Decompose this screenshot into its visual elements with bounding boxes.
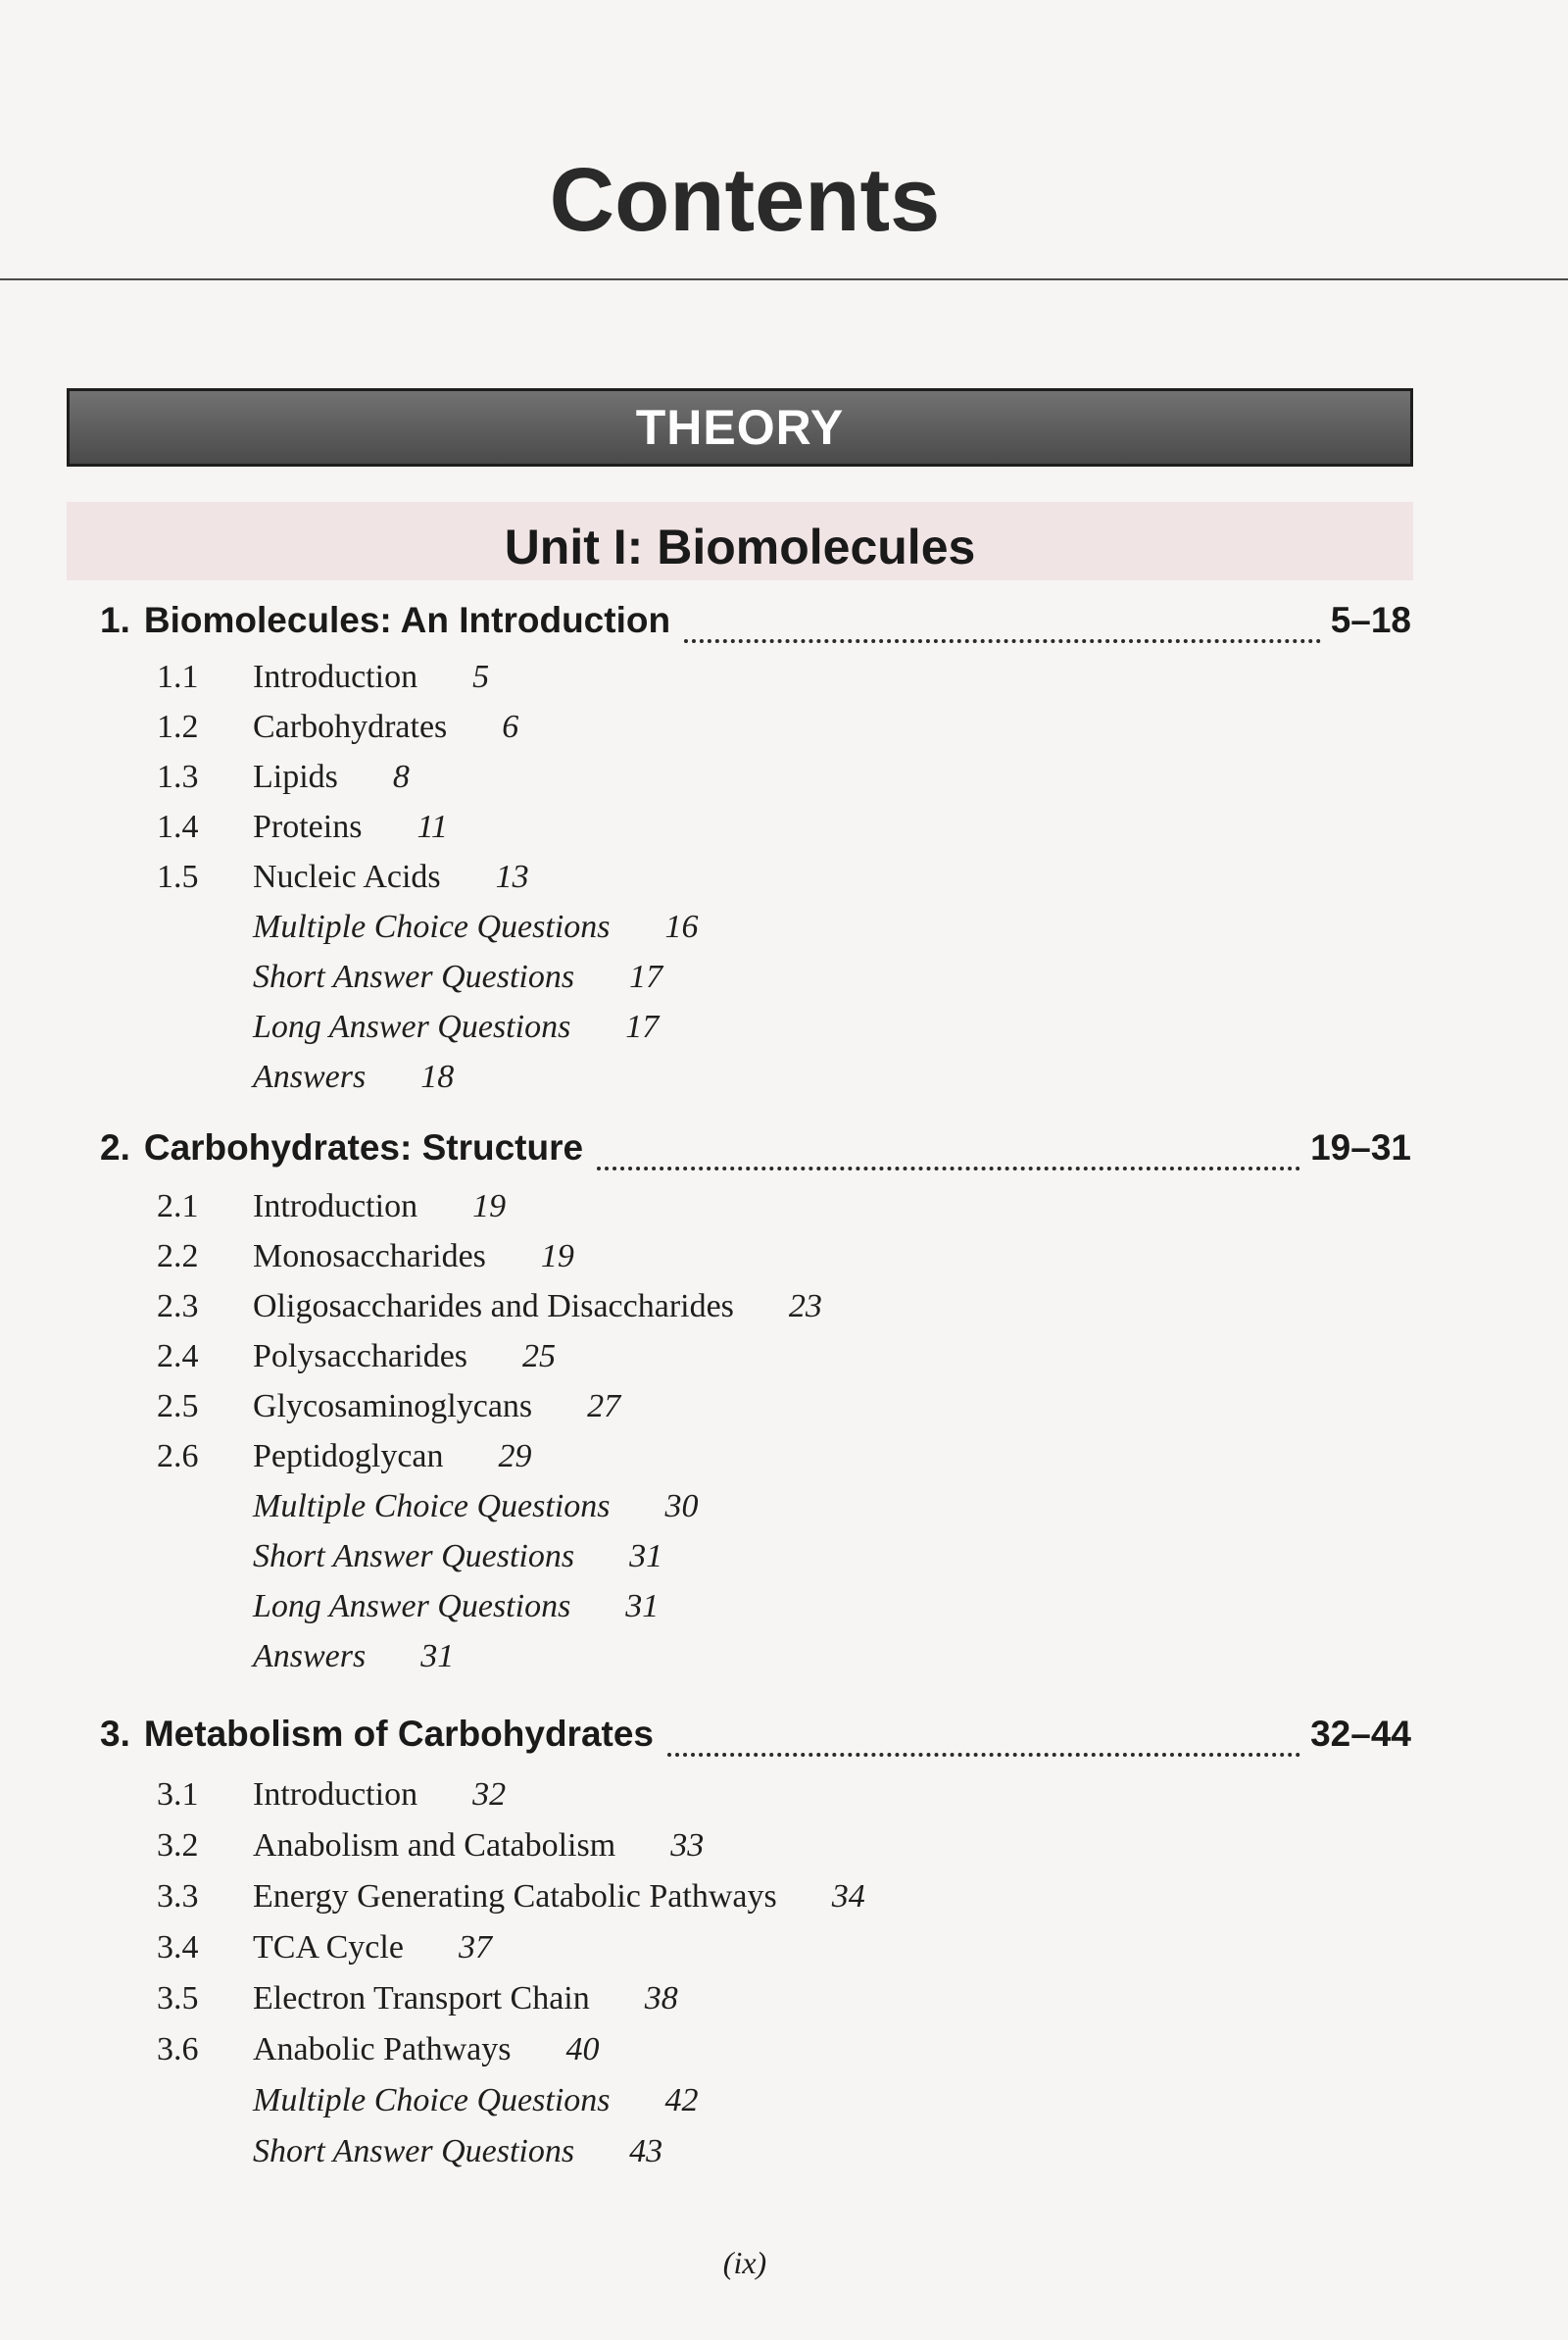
- section-title: TCA Cycle: [253, 1929, 404, 1966]
- section-title: Anabolism and Catabolism: [253, 1827, 616, 1864]
- toc-entry[interactable]: [157, 1288, 822, 1333]
- section-number: 3.5: [157, 1980, 199, 2016]
- section-number: 1.5: [157, 859, 199, 895]
- page-title: Contents: [549, 150, 941, 250]
- section-title: Electron Transport Chain: [253, 1980, 590, 2016]
- toc-entry[interactable]: [157, 809, 448, 854]
- section-number: 3.4: [157, 1929, 199, 1966]
- section-banner: [67, 388, 1413, 467]
- extra-title: Short Answer Questions: [253, 2133, 575, 2169]
- section-number: 3.2: [157, 1827, 199, 1864]
- toc-entry[interactable]: [157, 709, 518, 754]
- section-number: 2.2: [157, 1238, 199, 1274]
- toc-entry[interactable]: [157, 1188, 506, 1233]
- toc-extra-entry[interactable]: [253, 1009, 659, 1054]
- section-page: 25: [522, 1338, 557, 1374]
- section-title: Nucleic Acids: [253, 859, 441, 895]
- section-title: Lipids: [253, 759, 338, 795]
- extra-title: Long Answer Questions: [253, 1009, 571, 1045]
- toc-extra-entry[interactable]: [253, 1059, 454, 1104]
- section-page: 34: [831, 1878, 865, 1915]
- toc-entry[interactable]: [157, 1776, 506, 1821]
- section-number: 3.1: [157, 1776, 199, 1813]
- toc-extra-entry[interactable]: [253, 2133, 662, 2178]
- chapter-number: 1.: [100, 600, 130, 640]
- section-title: Carbohydrates: [253, 709, 448, 745]
- section-title: Peptidoglycan: [253, 1438, 444, 1474]
- section-page: 23: [788, 1288, 822, 1324]
- section-page: 40: [565, 2031, 600, 2067]
- section-page: 8: [392, 759, 410, 795]
- extra-page: 31: [625, 1588, 660, 1624]
- toc-entry[interactable]: [157, 1438, 532, 1483]
- toc-entry[interactable]: [157, 759, 410, 804]
- page-number-footer: [0, 2245, 1490, 2281]
- toc-entry[interactable]: [157, 1388, 620, 1433]
- unit-heading: [67, 502, 1413, 580]
- toc-entry[interactable]: [157, 1878, 865, 1923]
- extra-page: 17: [629, 959, 663, 995]
- chapter-pages: 19–31: [1310, 1127, 1411, 1168]
- leader-dots: [597, 1167, 1300, 1170]
- section-number: 3.6: [157, 2031, 199, 2067]
- section-title: Introduction: [253, 659, 418, 695]
- toc-extra-entry[interactable]: [253, 1638, 454, 1683]
- toc-extra-entry[interactable]: [253, 1538, 662, 1583]
- extra-title: Answers: [253, 1638, 367, 1674]
- toc-extra-entry[interactable]: [253, 2082, 699, 2127]
- section-number: 2.3: [157, 1288, 199, 1324]
- leader-dots: [684, 639, 1321, 643]
- section-page: 33: [670, 1827, 705, 1864]
- extra-title: Answers: [253, 1059, 367, 1095]
- toc-entry[interactable]: [157, 1827, 704, 1872]
- section-number: 2.6: [157, 1438, 199, 1474]
- section-page: 37: [458, 1929, 492, 1966]
- section-page: 32: [472, 1776, 507, 1813]
- section-number: 1.2: [157, 709, 199, 745]
- chapter-number: 3.: [100, 1714, 130, 1754]
- chapter-pages: 32–44: [1310, 1714, 1411, 1754]
- section-page: 11: [416, 809, 448, 845]
- section-number: 1.3: [157, 759, 199, 795]
- section-number: 2.4: [157, 1338, 199, 1374]
- page-number: (ix): [722, 2245, 767, 2280]
- section-title: Oligosaccharides and Disaccharides: [253, 1288, 734, 1324]
- section-page: 29: [498, 1438, 532, 1474]
- chapter-heading[interactable]: [100, 1127, 1411, 1182]
- toc-entry[interactable]: [157, 1980, 678, 2025]
- section-page: 19: [540, 1238, 574, 1274]
- title-rule: [0, 278, 1568, 280]
- chapter-number: 2.: [100, 1127, 130, 1168]
- section-number: 3.3: [157, 1878, 199, 1915]
- chapter-title: Biomolecules: An Introduction: [143, 600, 671, 640]
- leader-dots: [667, 1753, 1300, 1757]
- toc-entry[interactable]: [157, 1929, 492, 1974]
- section-banner-label: THEORY: [635, 400, 845, 455]
- extra-page: 18: [420, 1059, 455, 1095]
- toc-entry[interactable]: [157, 1238, 574, 1283]
- toc-extra-entry[interactable]: [253, 1588, 659, 1633]
- section-number: 1.4: [157, 809, 199, 845]
- section-title: Proteins: [253, 809, 363, 845]
- section-page: 19: [472, 1188, 507, 1224]
- section-title: Energy Generating Catabolic Pathways: [253, 1878, 777, 1915]
- section-title: Introduction: [253, 1188, 418, 1224]
- section-page: 6: [502, 709, 519, 745]
- toc-extra-entry[interactable]: [253, 1488, 699, 1533]
- toc-extra-entry[interactable]: [253, 909, 699, 954]
- section-title: Polysaccharides: [253, 1338, 468, 1374]
- section-title: Anabolic Pathways: [253, 2031, 512, 2067]
- toc-entry[interactable]: [157, 1338, 556, 1383]
- section-page: 38: [644, 1980, 678, 2016]
- toc-entry[interactable]: [157, 2031, 599, 2076]
- extra-title: Short Answer Questions: [253, 959, 575, 995]
- extra-page: 43: [629, 2133, 663, 2169]
- section-page: 27: [587, 1388, 621, 1424]
- extra-title: Multiple Choice Questions: [253, 2082, 611, 2118]
- extra-page: 16: [664, 909, 699, 945]
- section-title: Introduction: [253, 1776, 418, 1813]
- chapter-pages: 5–18: [1330, 600, 1411, 640]
- unit-title: Unit I: Biomolecules: [504, 520, 976, 574]
- section-title: Monosaccharides: [253, 1238, 486, 1274]
- section-number: 2.5: [157, 1388, 199, 1424]
- extra-page: 30: [664, 1488, 699, 1524]
- extra-title: Multiple Choice Questions: [253, 1488, 611, 1524]
- section-number: 2.1: [157, 1188, 199, 1224]
- section-number: 1.1: [157, 659, 199, 695]
- extra-page: 31: [420, 1638, 455, 1674]
- extra-title: Long Answer Questions: [253, 1588, 571, 1624]
- section-page: 13: [495, 859, 529, 895]
- extra-title: Multiple Choice Questions: [253, 909, 611, 945]
- toc-extra-entry[interactable]: [253, 959, 662, 1004]
- extra-page: 31: [629, 1538, 663, 1574]
- chapter-title: Metabolism of Carbohydrates: [143, 1714, 655, 1754]
- chapter-heading[interactable]: [100, 1714, 1411, 1768]
- chapter-heading[interactable]: [100, 600, 1411, 655]
- extra-title: Short Answer Questions: [253, 1538, 575, 1574]
- section-page: 5: [472, 659, 490, 695]
- chapter-title: Carbohydrates: Structure: [143, 1127, 584, 1168]
- toc-entry[interactable]: [157, 859, 529, 904]
- extra-page: 42: [664, 2082, 699, 2118]
- section-title: Glycosaminoglycans: [253, 1388, 533, 1424]
- toc-entry[interactable]: [157, 659, 489, 704]
- extra-page: 17: [625, 1009, 660, 1045]
